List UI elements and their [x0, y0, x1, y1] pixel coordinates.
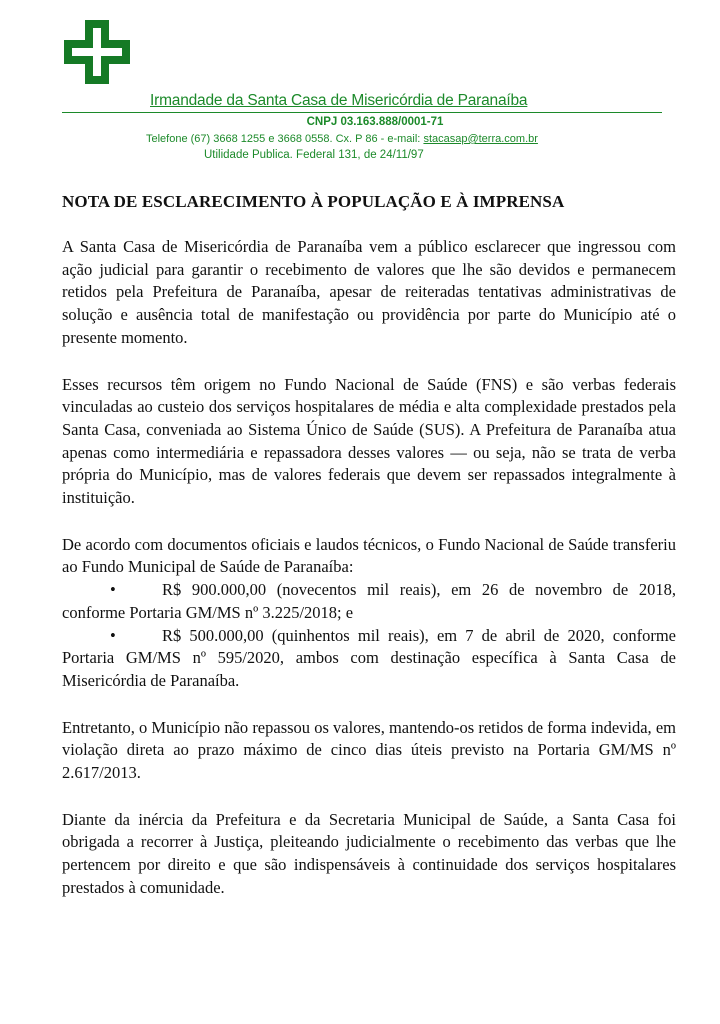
- bullet-item: [62, 579, 676, 624]
- cnpj-line: CNPJ 03.163.888/0001-71: [306, 116, 444, 128]
- paragraph-2: Esses recursos têm origem no Fundo Nacional de Saúde (FNS) e são verbas federais vinculadas ao custeio dos serviços hospitalares de média e alta complexidade prestados pela Santa Casa, conveniada ao Sistema Único de Saúde (SUS). A Prefeitura de Paranaíba atua apenas como intermediária e repassadora desses valores — ou seja, não se trata de verba própria do Município, mas de valores federais que devem ser repassados integralmente à instituição.: [62, 374, 676, 508]
- bullet-text: R$ 900.000,00 (novecentos mil reais), em 26 de novembro de 2018, conforme Portaria GM/MS nº 3.225/2018; e: [62, 580, 676, 622]
- paragraph-5: Diante da inércia da Prefeitura e da Secretaria Municipal de Saúde, a Santa Casa foi obrigada a recorrer à Justiça, pleiteando judicialmente o recebimento das verbas que lhe pertencem por direito e que são indispensáveis à continuidade dos serviços hospitalares prestados à comunidade.: [62, 809, 676, 897]
- cross-logo-icon: [62, 18, 132, 86]
- paragraph-3-intro: De acordo com documentos oficiais e laudos técnicos, o Fundo Nacional de Saúde transferiu ao Fundo Municipal de Saúde de Paranaíba:: [62, 534, 676, 577]
- contact-line: [146, 133, 538, 145]
- header-divider: [62, 112, 662, 113]
- bullet-symbol: •: [110, 580, 116, 600]
- bullet-symbol: •: [110, 625, 116, 645]
- document-body: [62, 192, 676, 900]
- paragraph-1: A Santa Casa de Misericórdia de Paranaíba vem a público esclarecer que ingressou com ação judicial para garantir o recebimento de valores que lhe são devidos e permanecem retidos pela Prefeitura de Paranaíba, apesar de reiteradas tentativas administrativas de solução e ausência total de manifestação ou providência por parte do Município até o presente momento.: [62, 237, 676, 347]
- bullet-item: [62, 625, 676, 693]
- contact-text: Telefone (67) 3668 1255 e 3668 0558. Cx. P 86 - e-mail:: [146, 133, 424, 145]
- email-link[interactable]: stacasap@terra.com.br: [423, 133, 538, 145]
- organization-name: Irmandade da Santa Casa de Misericórdia de Paranaíba: [150, 92, 528, 109]
- document-title: NOTA DE ESCLARECIMENTO À POPULAÇÃO E À IMPRENSA: [62, 192, 565, 211]
- transfers-section: [62, 534, 676, 693]
- paragraph-4: Entretanto, o Município não repassou os valores, mantendo-os retidos de forma indevida, em violação direta ao prazo máximo de cinco dias úteis previsto na Portaria GM/MS nº 2.617/2013.: [62, 717, 676, 783]
- bullet-text: R$ 500.000,00 (quinhentos mil reais), em 7 de abril de 2020, conforme Portaria GM/MS nº 595/2020, ambos com destinação específica à Santa Casa de Misericórdia de Paranaíba.: [62, 625, 676, 690]
- utility-line: Utilidade Publica. Federal 131, de 24/11/97: [204, 149, 424, 161]
